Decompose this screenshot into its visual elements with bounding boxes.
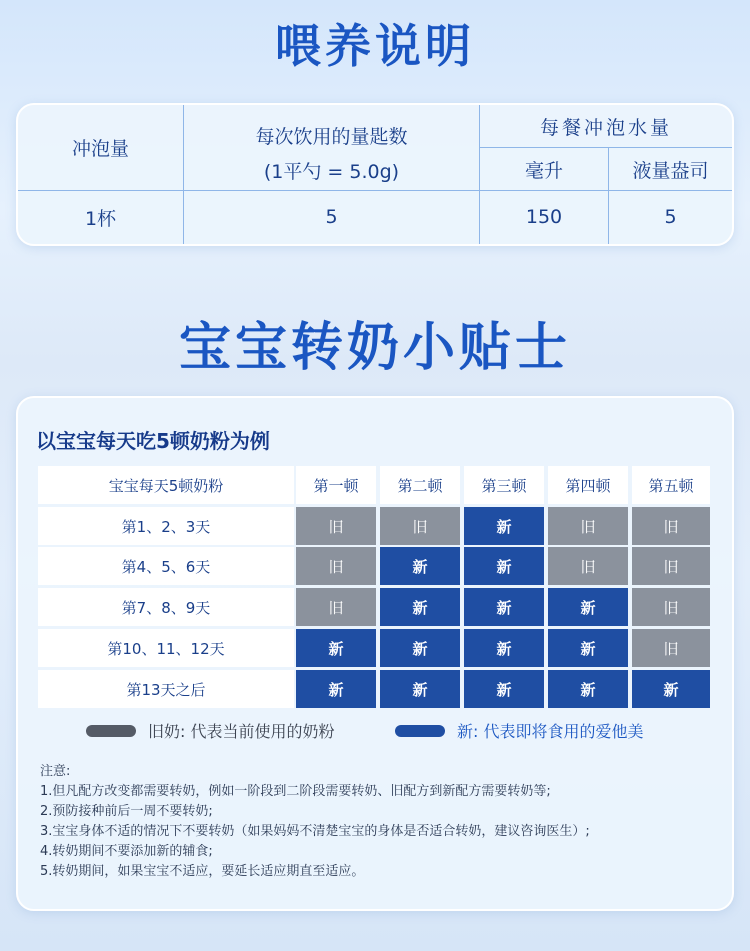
grid-cell-old: 旧	[296, 507, 376, 545]
grid-cell-old: 旧	[632, 547, 710, 585]
grid-cell-new: 新	[464, 588, 544, 626]
notes-title: 注意:	[40, 764, 71, 779]
row-ml: 150	[525, 206, 563, 228]
note-item: 5.转奶期间，如果宝宝不适应，要延长适应期直至适应。	[40, 864, 365, 879]
grid-header-meal: 第三顿	[464, 466, 544, 504]
header-oz: 液量盎司	[632, 159, 709, 182]
grid-cell-old: 旧	[632, 507, 710, 545]
grid-cell-new: 新	[296, 670, 376, 708]
tips-subtitle: 以宝宝每天吃5顿奶粉为例	[36, 429, 270, 453]
legend-old-swatch	[86, 725, 136, 737]
grid-cell-old: 旧	[296, 588, 376, 626]
grid-row-label: 第10、11、12天	[38, 629, 294, 667]
grid-header-label: 宝宝每天5顿奶粉	[38, 466, 294, 504]
grid-header-meal: 第五顿	[632, 466, 710, 504]
feeding-title: 喂养说明	[275, 19, 475, 73]
row-amount: 1杯	[84, 207, 117, 230]
grid-row-label: 第7、8、9天	[38, 588, 294, 626]
note-item: 2.预防接种前后一周不要转奶;	[40, 804, 213, 819]
grid-cell-new: 新	[380, 588, 460, 626]
header-scoop: 每次饮用的量匙数	[255, 125, 408, 148]
grid-cell-old: 旧	[548, 507, 628, 545]
tips-title: 宝宝转奶小贴士	[178, 318, 571, 378]
grid-cell-old: 旧	[548, 547, 628, 585]
grid-header-meal: 第一顿	[296, 466, 376, 504]
grid-cell-new: 新	[380, 547, 460, 585]
grid-header-meal: 第四顿	[548, 466, 628, 504]
grid-row-label: 第4、5、6天	[38, 547, 294, 585]
grid-cell-new: 新	[632, 670, 710, 708]
grid-cell-new: 新	[548, 629, 628, 667]
header-amount: 冲泡量	[71, 138, 129, 160]
header-scoop-note: (1平勺 = 5.0g)	[263, 160, 400, 183]
note-item: 3.宝宝身体不适的情况下不要转奶（如果妈妈不清楚宝宝的身体是否适合转奶，建议咨询医生）;	[40, 824, 590, 839]
note-item: 1.但凡配方改变都需要转奶，例如一阶段到二阶段需要转奶、旧配方到新配方需要转奶等;	[40, 784, 551, 799]
header-water: 每餐冲泡水量	[539, 116, 672, 139]
grid-cell-new: 新	[380, 629, 460, 667]
row-oz: 5	[664, 206, 677, 228]
grid-cell-old: 旧	[632, 629, 710, 667]
grid-cell-old: 旧	[296, 547, 376, 585]
grid-cell-old: 旧	[380, 507, 460, 545]
grid-row-label: 第1、2、3天	[38, 507, 294, 545]
grid-cell-new: 新	[548, 588, 628, 626]
grid-cell-new: 新	[296, 629, 376, 667]
grid-header-meal: 第二顿	[380, 466, 460, 504]
grid-cell-new: 新	[380, 670, 460, 708]
grid-cell-new: 新	[464, 507, 544, 545]
grid-row-label: 第13天之后	[38, 670, 294, 708]
grid-cell-new: 新	[464, 629, 544, 667]
legend-old: 旧奶: 代表当前使用的奶粉	[148, 722, 335, 741]
row-scoops: 5	[325, 206, 338, 228]
grid-cell-new: 新	[464, 547, 544, 585]
grid-cell-new: 新	[464, 670, 544, 708]
header-ml: 毫升	[524, 159, 563, 182]
grid-cell-new: 新	[548, 670, 628, 708]
legend-new: 新: 代表即将食用的爱他美	[457, 722, 644, 741]
legend-new-swatch	[395, 725, 445, 737]
notes	[40, 762, 590, 882]
grid-cell-old: 旧	[632, 588, 710, 626]
note-item: 4.转奶期间不要添加新的辅食;	[40, 844, 213, 859]
